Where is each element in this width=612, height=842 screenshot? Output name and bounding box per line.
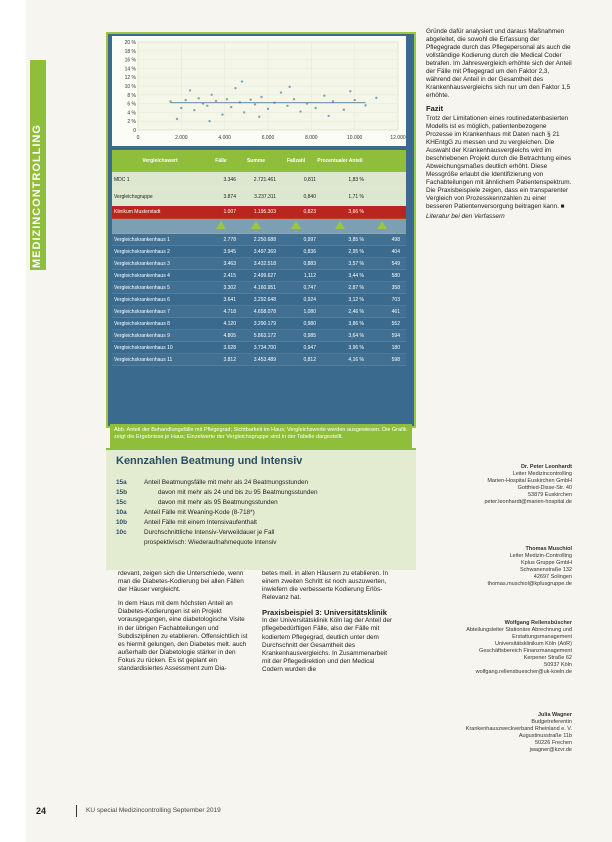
triangle-up-icon	[335, 221, 345, 229]
data-point	[280, 91, 282, 93]
table-header-cell: Summe	[246, 158, 266, 164]
table-cell: 3.641	[223, 296, 236, 303]
data-point	[189, 89, 191, 91]
table-body	[112, 172, 406, 366]
data-point	[210, 94, 212, 96]
x-tick-label: 4.000	[218, 135, 231, 141]
table-cell: 1,112	[303, 272, 316, 279]
scatter-chart	[112, 36, 406, 146]
table-row	[112, 318, 406, 330]
text-column-2	[262, 570, 392, 680]
table-cell: 598	[391, 356, 400, 363]
kennzahl-code: 15b	[116, 489, 128, 496]
table-cell: 580	[391, 272, 400, 279]
kennzahl-code	[116, 538, 144, 548]
table-cell: Vergleichskrankenhaus 3	[114, 260, 170, 267]
table-cell: 1.007	[223, 209, 236, 215]
data-point	[349, 90, 351, 92]
data-point	[327, 115, 329, 117]
table-cell: 0,823	[303, 209, 316, 215]
kennzahl-row	[116, 508, 414, 518]
author-email: thomas.muschiol@kplusgruppe.de	[487, 581, 572, 587]
author-email: wolfgang.rellensbuescher@uk-koeln.de	[475, 669, 572, 675]
triangle-up-icon	[291, 221, 301, 229]
kennzahl-text: Anteil Beatmungsfälle mit mehr als 24 Beatmungsstunden	[144, 479, 309, 486]
page-number: 24	[36, 806, 47, 816]
author-line: Marien-Hospital Euskirchen GmbH	[487, 478, 572, 484]
data-point	[332, 100, 334, 102]
y-tick-label: 0	[133, 128, 136, 134]
author-line: Augustinusstraße 11b	[518, 733, 572, 739]
comparison-table	[112, 150, 406, 366]
table-row	[112, 189, 406, 206]
paragraph: In der Universitätsklinik Köln lag der Anteil der pflegebedürftigen Fälle, also der Fälle mit kodiertem Pflegegrad, deutlich unter dem Durchschnitt der Gesamtheit des Krankenhausvergleichs. In Zusammenarbeit mit der Pflegedirektion und den Medical Codern wurden die	[262, 617, 393, 673]
data-point	[176, 118, 178, 120]
table-cell: Vergleichskrankenhaus 5	[114, 284, 170, 291]
table-row	[112, 306, 406, 318]
triangle-up-icon	[251, 221, 261, 229]
author-name: Dr. Peter Leonhardt	[520, 464, 572, 470]
kennzahl-code: 10c	[116, 529, 127, 536]
table-cell: 1,71 %	[348, 194, 364, 200]
data-point	[230, 106, 232, 108]
table-cell: 0,840	[303, 194, 316, 200]
data-point	[299, 110, 301, 112]
triangle-up-icon	[216, 221, 226, 229]
author-line: 50937 Köln	[544, 662, 572, 668]
table-cell: 404	[391, 248, 400, 255]
data-point	[249, 98, 251, 100]
data-point	[260, 96, 262, 98]
table-cell: 594	[391, 332, 400, 339]
data-point	[221, 113, 223, 115]
table-cell: 3.290.179	[253, 320, 276, 327]
kennzahl-text: Anteil Fälle mit Weaning-Kode (8-718*)	[144, 509, 255, 516]
author-line: Universitätsklinikum Köln (AöR)	[494, 641, 572, 647]
author-line: Gottfried-Disse-Str. 40	[517, 485, 572, 491]
data-point	[197, 97, 199, 99]
author-email: jwagner@kzvr.de	[529, 747, 572, 753]
author-line: Geschäftsbereich Finanzmanagement	[479, 648, 572, 654]
author-line: 42697 Solingen	[533, 574, 572, 580]
kennzahl-row	[116, 498, 414, 508]
table-cell: Vergleichskrankenhaus 1	[114, 236, 170, 243]
y-tick-label: 6 %	[127, 101, 136, 108]
table-row	[112, 258, 406, 270]
author-line: Leiter Medizin-Controlling	[509, 553, 572, 559]
author-name: Julia Wagner	[537, 712, 572, 718]
table-cell: 0,997	[303, 236, 316, 243]
paragraph: Gründe dafür analysiert und daraus Maßnahmen abgeleitet, die sowohl die Erfassung der Pflegegrade durch das Pflegepersonal als auch die vollständige Kodierung durch die Medical Coder betrafen. Im Jahresvergleich erhöhte sich der Anteil der Fälle mit Pflegegrad um den Faktor 2,3, während der Anteil in der Gesamtheit des Krankenhausvergleichs sich nur um den Faktor 1,5 erhöhte.	[426, 28, 572, 99]
data-point	[206, 105, 208, 107]
data-point	[215, 100, 217, 102]
table-cell: Vergleichskrankenhaus 7	[114, 308, 170, 315]
table-cell: 5.863.172	[253, 332, 276, 339]
table-row	[112, 172, 406, 189]
data-point	[314, 107, 316, 109]
table-cell: 1,83 %	[348, 177, 364, 183]
table-cell: 552	[391, 320, 400, 327]
table-cell: 358	[391, 284, 400, 291]
table-cell: 1.195.303	[253, 209, 276, 215]
author-block	[440, 620, 572, 676]
x-tick-label: 2.000	[175, 135, 188, 141]
section-heading: Fazit	[426, 104, 444, 113]
table-cell: 3,85 %	[348, 236, 364, 243]
table-header-cell: Fälle	[215, 158, 227, 164]
author-line: Schwanenstraße 132	[520, 567, 572, 573]
table-cell: 3.432.518	[253, 260, 276, 267]
table-cell: 0,985	[303, 332, 316, 339]
table-cell: 180	[391, 344, 400, 351]
kennzahl-text: Durchschnittliche Intensiv-Verweildauer je Fall	[144, 529, 275, 536]
data-point	[180, 107, 182, 109]
author-block	[440, 464, 572, 506]
table-cell: 0,980	[303, 320, 316, 327]
table-row	[112, 270, 406, 282]
table-cell: 3.497.369	[253, 248, 276, 255]
footer-divider	[76, 805, 77, 817]
author-line: Leiter Medizincontrolling	[512, 471, 572, 477]
table-cell: 3.302	[223, 284, 236, 291]
table-cell: 4.805	[223, 332, 236, 339]
table-cell: 2,95 %	[348, 248, 364, 255]
table-cell: Vergleichskrankenhaus 4	[114, 272, 170, 279]
data-point	[353, 99, 355, 101]
table-cell: Vergleichskrankenhaus 8	[114, 320, 170, 327]
data-point	[364, 104, 366, 106]
table-cell: 3,86 %	[348, 320, 364, 327]
data-point	[193, 109, 195, 111]
table-header	[112, 150, 406, 172]
table-cell: 4,16 %	[348, 356, 364, 363]
kennzahlen-list	[116, 478, 414, 548]
x-tick-label: 6.000	[261, 135, 275, 141]
author-line: Kerpener Straße 62	[523, 655, 572, 661]
table-cell: Vergleichskrankenhaus 11	[114, 356, 173, 363]
author-line: 53879 Euskirchen	[527, 492, 572, 498]
table-row	[112, 282, 406, 294]
table-cell: 3,96 %	[348, 344, 364, 351]
section-heading: Praxisbeispiel 3: Universitätsklinik	[262, 608, 387, 618]
y-tick-label: 18 %	[124, 48, 136, 55]
author-line: Krankenhauszweckverband Rheinland e. V.	[465, 726, 572, 732]
author-block	[440, 546, 572, 588]
table-cell: 0,924	[303, 296, 316, 303]
author-line: Kplus Gruppe GmbH	[520, 560, 572, 566]
table-cell: 3.292.648	[253, 296, 276, 303]
table-icon-row	[112, 219, 406, 234]
table-cell: 3.945	[223, 248, 236, 255]
data-point	[241, 80, 243, 82]
kennzahl-row	[116, 518, 414, 528]
x-tick-label: 12.000	[390, 135, 406, 141]
text-column-1	[118, 570, 248, 679]
author-line: Erstattungsmanagement	[512, 634, 572, 640]
author-line: 50226 Frechen	[535, 740, 572, 746]
table-cell: 3.453.489	[253, 356, 276, 363]
x-tick-label: 8.000	[305, 135, 318, 141]
table-cell: 3,57 %	[348, 260, 364, 267]
table-row	[112, 330, 406, 342]
y-tick-label: 4 %	[127, 110, 136, 117]
author-name: Wolfgang Rellensbüscher	[504, 620, 572, 626]
data-point	[169, 100, 171, 102]
table-cell: 3.237.311	[254, 194, 276, 200]
table-cell: 3.874	[223, 194, 236, 200]
paragraph: rdevant, zeigen sich die Unterschiede, wenn man die Diabetes-Kodierung bei allen Fällen der Häuser vergleicht.	[118, 570, 244, 594]
table-cell: 4.658.078	[253, 308, 276, 315]
table-cell: 461	[391, 308, 400, 315]
data-point	[288, 86, 290, 88]
kennzahl-code: 10a	[116, 509, 127, 516]
table-cell: 0,812	[303, 356, 316, 363]
table-row	[112, 354, 406, 366]
journal-line: KU special Medizincontrolling September 2019	[86, 807, 221, 814]
triangle-up-icon	[377, 221, 387, 229]
table-cell: 4.718	[223, 308, 236, 315]
data-point	[286, 105, 288, 107]
table-cell: Vergleichskrankenhaus 2	[114, 248, 170, 255]
table-cell: 4.120	[223, 320, 236, 327]
y-tick-label: 20 %	[124, 40, 136, 46]
table-row	[112, 234, 406, 246]
data-point	[293, 98, 295, 100]
x-tick-label: 10.000	[347, 135, 363, 141]
table-row	[112, 246, 406, 258]
figure-caption: Abb. Anteil der Behandlungsfälle mit Pflegegrad; Sichtbarkeit im Haus; Vergleichswerte werden ausgewiesen. Die Grafik zeigt die Ergebnisse je Haus; Einzelwerte der Vergleichsgruppe sind in der Tabelle dargestellt.	[110, 424, 412, 454]
table-cell: 2.415	[223, 272, 236, 279]
table-cell: 3.734.700	[253, 344, 276, 351]
data-point	[243, 111, 245, 113]
table-cell: 3,44 %	[348, 272, 364, 279]
data-point	[267, 108, 269, 110]
y-tick-label: 10 %	[124, 84, 136, 90]
table-cell: Vergleichskrankenhaus 6	[114, 296, 170, 303]
kennzahl-row	[116, 538, 414, 548]
table-cell: 703	[391, 296, 400, 303]
table-cell: Vergleichsgruppe	[114, 194, 153, 200]
data-point	[258, 116, 260, 118]
kennzahl-code: 15a	[116, 479, 127, 486]
table-cell: 0,883	[303, 260, 316, 267]
table-cell: 2.721.461	[253, 177, 276, 183]
author-block	[440, 712, 572, 754]
table-header-cell: Fallzahl	[286, 158, 306, 164]
kennzahlen-title: Kennzahlen Beatmung und Intensiv	[116, 455, 303, 467]
paragraph: betes mell. in allen Häusern zu etablieren. In einem zweiten Schritt ist noch auszuwerten, inwiefern die verbesserte Kodierung Erlös-Relevanz hat.	[262, 570, 389, 602]
y-tick-label: 16 %	[124, 57, 136, 64]
author-email: peter.leonhardt@marien-hospital.de	[484, 499, 572, 505]
y-tick-label: 14 %	[124, 66, 136, 73]
data-point	[254, 103, 256, 105]
data-point	[226, 98, 228, 100]
table-cell: Vergleichskrankenhaus 9	[114, 332, 170, 339]
literature-note: Literatur bei den Verfassern	[426, 213, 505, 220]
table-cell: 2,46 %	[348, 308, 364, 315]
table-cell: 3.628	[223, 344, 236, 351]
table-cell: 4.160.951	[253, 284, 276, 291]
y-tick-label: 8 %	[127, 92, 136, 99]
table-cell: 3,66 %	[348, 209, 364, 215]
kennzahl-text: prospektivisch: Wiederaufnahmequote Intensiv	[144, 539, 277, 546]
table-cell: 1,080	[303, 308, 316, 315]
table-cell: 2.778	[223, 236, 236, 243]
data-point	[234, 87, 236, 89]
data-point	[343, 109, 345, 111]
table-cell: 3.346	[223, 177, 236, 183]
data-point	[375, 97, 377, 99]
table-row	[112, 206, 406, 219]
table-cell: 2,87 %	[348, 284, 364, 291]
table-cell: 2.499.627	[253, 272, 276, 279]
table-cell: 0,947	[303, 344, 316, 351]
table-cell: Vergleichskrankenhaus 10	[114, 344, 173, 351]
kennzahl-text: Anteil Fälle mit einem Intensivaufenthalt	[144, 519, 257, 526]
data-point	[184, 99, 186, 101]
author-line: Budgetreferentin	[531, 719, 572, 725]
table-cell: Klinikum Musterstadt	[114, 209, 161, 215]
author-line: Abteilungsleiter Stationäre Abrechnung und	[466, 627, 572, 633]
author-name: Thomas Muschiol	[525, 546, 572, 552]
table-header-cell: Vergleichswert	[142, 158, 178, 164]
page-margin	[0, 0, 26, 842]
table-cell: MDC 1	[114, 177, 130, 183]
y-tick-label: 2 %	[127, 119, 136, 126]
paragraph: In dem Haus mit dem höchsten Anteil an Diabetes-Kodierungen ist ein Projekt vorausgegangen, eine diabetologische Visite in der übrigen Fachabteilungen und Subdisziplinen zu etablieren. Offensichtlich ist es hiermit gelungen, den Diabetes melt. auch außerhalb der Diabetologie stärker in den Fokus zu rücken. Es ist geplant ein standardisiertes Assessment zum Dia-	[118, 600, 248, 673]
table-cell: 549	[391, 260, 400, 267]
paragraph: Trotz der Limitationen eines routinedatenbasierten Modells ist es möglich, patientenbezogene Prozesse im Krankenhaus mit Daten nach § 21 KHEntgG zu messen und zu vergleichen. Die Auswahl der Krankenhausvergleichs wird im beschriebenen Projekt durch die Betrachtung eines Abweichungsmaßes deutlich erhöht. Diese Messgröße erlaubt die Identifizierung von Fachabteilungen mit ähnlichem Patientenspektrum. Die Praxisbeispiele zeigen, dass ein transparenter Vergleich von Prozesskennzahlen zu einer besseren Patientenversorgung beitragen kann. ■	[426, 115, 572, 210]
table-cell: 2.250.688	[253, 236, 276, 243]
kennzahl-text: davon mit mehr als 24 und bis zu 95 Beatmungsstunden	[158, 489, 318, 496]
data-point	[323, 94, 325, 96]
kennzahl-text: davon mit mehr als 95 Beatmungsstunden	[158, 499, 278, 506]
table-header-cell: Prozentualer Anteil	[317, 158, 363, 164]
table-cell: 498	[391, 236, 400, 243]
table-row	[112, 294, 406, 306]
section-label: MEDIZINCONTROLLING	[31, 124, 43, 268]
y-tick-label: 12 %	[124, 75, 136, 82]
kennzahl-row	[116, 528, 414, 538]
x-tick-label: 0	[136, 135, 140, 141]
table-cell: 3,12 %	[348, 296, 364, 303]
table-row	[112, 342, 406, 354]
kennzahl-code: 10b	[116, 519, 128, 526]
table-cell: 3,64 %	[348, 332, 364, 339]
kennzahl-code: 15c	[116, 499, 127, 506]
table-cell: 3.812	[223, 356, 236, 363]
table-cell: 0,747	[303, 284, 316, 291]
table-cell: 0,836	[303, 248, 316, 255]
table-cell: 0,811	[303, 177, 316, 183]
kennzahl-row	[116, 478, 414, 488]
data-point	[208, 120, 210, 122]
kennzahl-row	[116, 488, 414, 498]
table-cell: 3.463	[223, 260, 236, 267]
right-column	[426, 28, 574, 223]
